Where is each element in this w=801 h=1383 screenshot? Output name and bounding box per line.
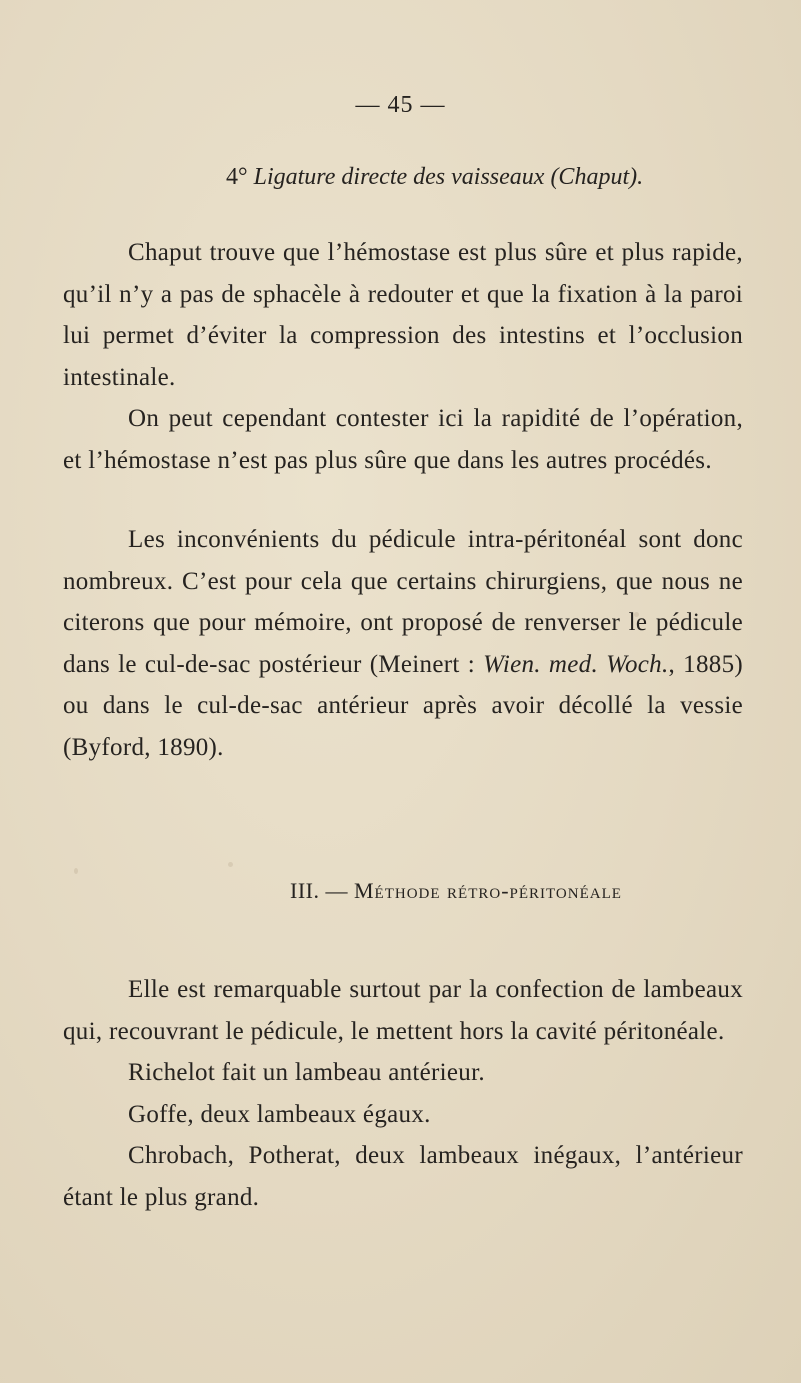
paragraph: Chrobach, Potherat, deux lambeaux inégaux, l’antérieur étant le plus grand. (63, 1142, 743, 1211)
paper-speck (74, 868, 78, 874)
paragraph-text: , 1885) ou dans le cul-de-sac antérieur après avoir décollé la vessie (Byford, 1890). (63, 650, 743, 761)
section-number: 4° (226, 164, 248, 190)
journal-reference: Wien. med. Woch. (483, 650, 669, 678)
paper-speck (228, 862, 233, 867)
paragraph: Elle est remarquable surtout par la confection de lambeaux qui, recouvrant le pédicule, le mettent hors la cavité péritonéale. (63, 976, 743, 1045)
paragraph: Richelot fait un lambeau antérieur. (128, 1059, 485, 1086)
text-block-retro-peritoneale (63, 969, 743, 1218)
part-title: Méthode rétro-péritonéale (353, 878, 622, 903)
part-heading (290, 878, 622, 904)
paragraph: On peut cependant contester ici la rapidité de l’opération, et l’hémostase n’est pas plus sûre que dans les autres procédés. (63, 405, 743, 474)
part-numeral: III. — (290, 878, 348, 903)
paragraph: Goffe, deux lambeaux égaux. (128, 1100, 431, 1128)
paragraph: Chaput trouve que l’hémostase est plus sûre et plus rapide, qu’il n’y a pas de sphacèle à redouter et que la fixation à la paroi lui permet d’éviter la compression des intestins et l’occlusion intestinale. (63, 239, 743, 391)
section-title: Ligature directe des vaisseaux (253, 164, 545, 190)
paragraph-text: Les inconvénients du pédicule intra-péritonéal sont donc nombreux. C’est pour cela que certains chirurgiens, que nous ne citerons que pour mémoire, ont proposé de renverser le pédicule dans le cul-de-sac postérieur (Meinert : (63, 526, 743, 678)
text-block-chaput (63, 232, 743, 481)
section-author: (Chaput). (550, 164, 644, 190)
page-number: — 45 — (355, 92, 446, 118)
paragraph (63, 519, 743, 768)
text-block-inconvenients (63, 519, 743, 768)
section-heading (226, 164, 643, 191)
